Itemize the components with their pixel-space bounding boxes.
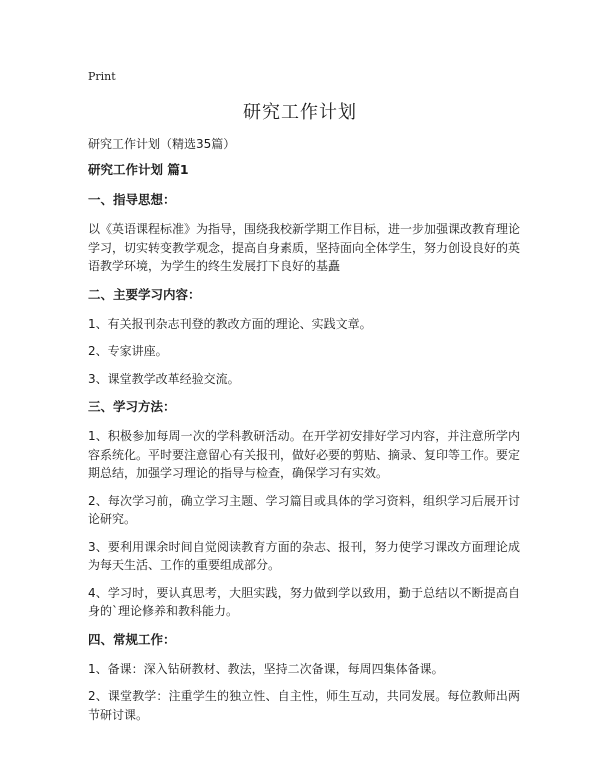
paragraph: 3、要利用课余时间自觉阅读教育方面的杂志、报刊，努力使学习课改方面理论成为每天生活、工作的重要组成部分。 [88,539,520,572]
document-body [88,160,520,733]
section-heading-guiding-ideology: 一、指导思想： [88,192,176,207]
section-heading-study-content: 二、主要学习内容： [88,286,201,302]
section-heading-study-methods: 三、学习方法： [88,399,176,414]
paragraph: 2、每次学习前，确立学习主题、学习篇目或具体的学习资料，组织学习后展开讨论研究。 [88,493,520,526]
document-subtitle: 研究工作计划（精选35篇） [88,137,236,151]
paragraph: 4、学习时，要认真思考，大胆实践，努力做到学以致用，勤于总结以不断提高自身的`理论修养和教科能力。 [88,585,520,618]
paragraph: 3、课堂教学改革经验交流。 [88,371,240,386]
print-link[interactable]: Print [88,70,116,83]
paragraph: 2、课堂教学：注重学生的独立性、自主性，师生互动，共同发展。每位教师出两节研讨课。 [88,689,520,722]
section-heading-routine-work: 四、常规工作： [88,631,176,647]
article-section-title: 研究工作计划 篇1 [88,162,189,177]
paragraph: 1、备课：深入钻研教材、教法，坚持二次备课，每周四集体备课。 [88,661,444,676]
paragraph: 以《英语课程标准》为指导，围绕我校新学期工作目标，进一步加强课改教育理论学习，切实转变教学观念，提高自身素质，坚持面向全体学生，努力创设良好的英语教学环境，为学生的终生发展打下良好的基矗 [88,222,521,273]
page-title: 研究工作计划 [243,102,357,123]
paragraph: 1、有关报刊杂志刊登的教改方面的理论、实践文章。 [88,316,372,331]
paragraph: 1、积极参加每周一次的学科教研活动。在开学初安排好学习内容，并注意所学内容系统化。平时要注意留心有关报刊，做好必要的剪贴、摘录、复印等工作。要定期总结，加强学习理论的指导与检查，确保学习有实效。 [88,429,521,480]
paragraph: 2、专家讲座。 [88,344,168,358]
